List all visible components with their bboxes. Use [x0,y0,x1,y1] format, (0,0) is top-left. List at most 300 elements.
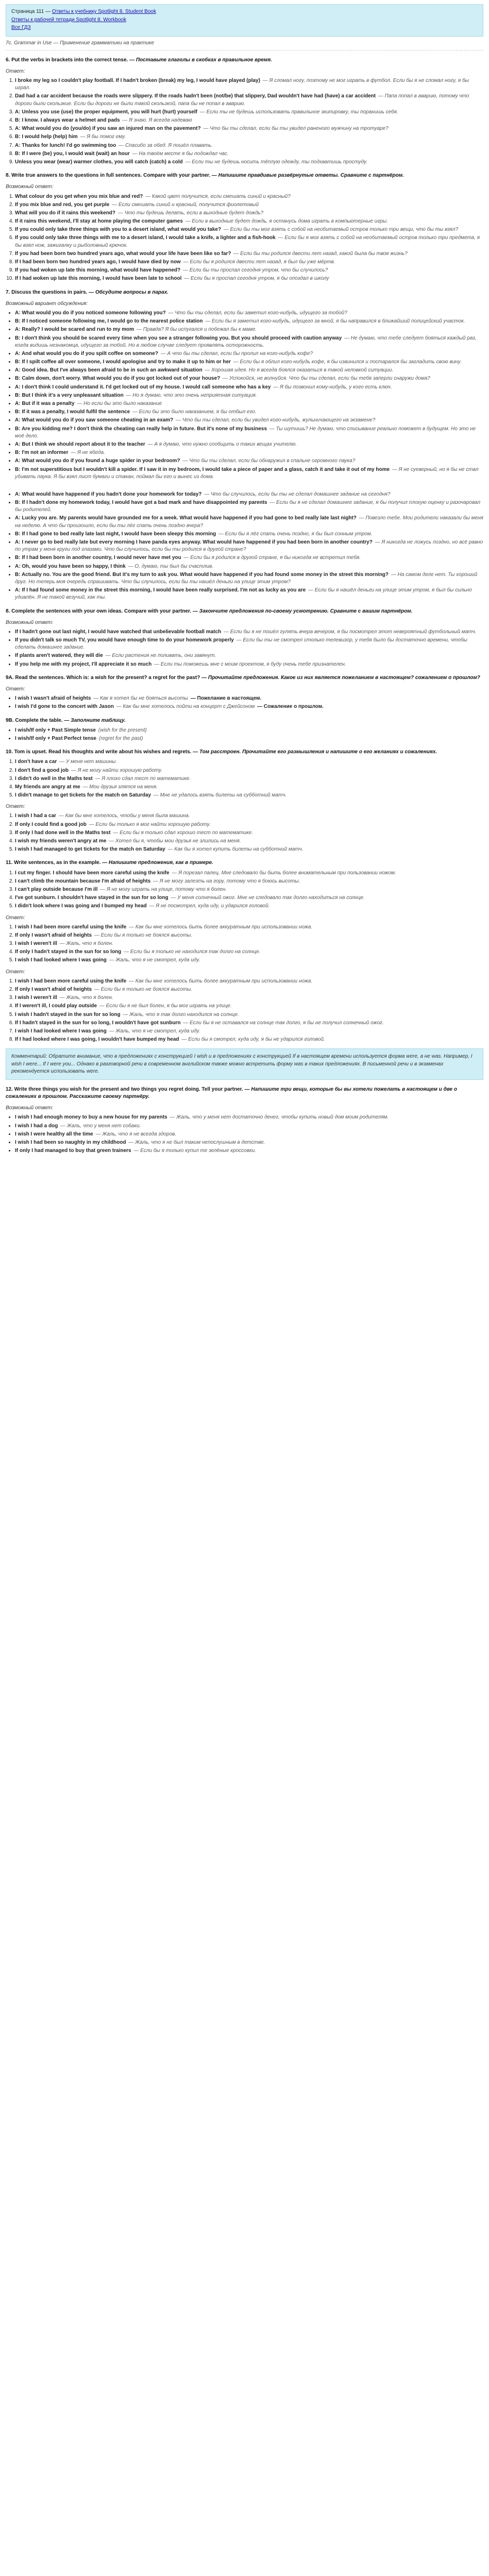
exercise-7-title-ru: — Обсудите вопросы в парах. [89,289,168,295]
item-russian-translation: — Как бы я хотел купить билеты на субботний матч. [167,846,303,853]
exercise-11-title-ru: — Напишите предложения, как в примере. [102,860,213,866]
page [0,0,489,1179]
item-english-text: A: What would you do (you/do) if you saw an injured man on the pavement? [15,126,201,132]
exercise-11-title-en: 11. Write sentences, as in the example. [6,860,101,866]
item-russian-translation: — Жаль, что я не всегда здоров. [95,1131,177,1137]
exercise-11-answers [6,924,483,964]
list-item [15,159,483,166]
list-item [15,784,483,791]
item-russian-translation: — Как бы мне хотелось, чтобы у меня была машина. [58,813,190,819]
item-english-text: A: Good idea. But I've always been afraid to be in such an awkward situation [15,367,203,374]
list-item [15,878,483,885]
item-russian-translation: — Что бы ты сделал, если бы заметил кого-нибудь, идущего за тобой? [168,310,347,316]
possible-answer-label-12: Возможный ответ: [6,1105,54,1111]
item-russian-translation: — Если ты не будешь носить тёплую одежду, ты подхватишь простуду. [185,159,368,165]
item-english-text: I don't find a good job [15,767,69,773]
item-russian-translation: — Жаль, что я болен. [59,941,113,947]
list-item [15,735,483,742]
list-item [15,994,483,1002]
list-item [15,695,483,702]
item-russian-translation: — Какой цвет получится, если смешать синий и красный? [145,193,291,199]
item-english-text: B: Calm down, don't worry. What would you do if you got locked out of your house? [15,376,221,382]
list-item [15,1123,483,1130]
item-russian-translation: — Если ты поможешь мне с моим проектом, я буду очень тебе признателен. [154,661,346,667]
list-item [15,571,483,586]
list-item [15,400,483,408]
item-english-text: A: If I had found some money in the street this morning, I would have been really surprised. I'm not as lucky as you are [15,587,306,594]
list-item [15,210,483,217]
item-english-text: What colour do you get when you mix blue and red? [15,193,143,199]
item-english-text: If only I had done well in the Maths test [15,829,111,836]
list-item [15,310,483,317]
item-russian-translation: — Ты шутишь? Не думаю, что списывание реально поможет в будущем. Но это не моё дело. [15,426,476,439]
item-english-text: If I had looked where I was going, I wouldn't have bumped my head [15,1037,179,1043]
item-english-text: I wish/If only + Past Perfect tense [15,735,97,741]
list-item [15,426,483,440]
item-russian-translation: — Жаль, что я не смотрел, куда иду. [109,1028,200,1034]
exercise-9b-title-en: 9B. Complete the table. [6,717,63,723]
list-item [15,978,483,985]
item-english-text: I wish I were healthy all the time [15,1131,93,1137]
item-english-text: A: And what would you do if you spilt coffee on someone? [15,350,158,357]
list-item [15,259,483,266]
item-english-text: B: I'm not superstitious but I wouldn't kill a spider. If I saw it in my bedroom, I would take a piece of paper and a glass, catch it and take it out of my home [15,466,390,472]
item-russian-translation: — Если растения не поливать, они завянут. [105,653,216,659]
item-english-text: If only I wasn't afraid of heights [15,932,92,938]
discussion-label: Возможный вариант обсуждения: [6,300,88,307]
item-russian-translation: — Я бы помог ему. [80,134,126,140]
exercise-10-title-ru: — Том расстроен. Прочитайте его размышления и напишите о его желаниях и сожалениях. [193,749,437,755]
answer-label: Ответ: [6,68,25,74]
item-english-text: I wish I had been so naughty in my childhood [15,1140,126,1145]
exercise-9b-title-ru: — Заполните таблицу. [64,717,126,723]
item-russian-translation: — Как я хотел бы не бояться высоты [93,696,188,702]
item-english-text: A: Oh, would you have been so happy, I think [15,563,126,569]
list-item [15,326,483,333]
list-item [15,1011,483,1019]
all-gdz-link[interactable]: Все ГДЗ [11,25,31,30]
item-english-text: I broke my leg so I couldn't play football. If I hadn't broken (break) my leg, I would have played (play) [15,78,260,84]
answer-label-11: Ответ: [6,914,25,921]
item-english-text: If only I wasn't afraid of heights [15,987,92,992]
possible-answer-label: Возможный ответ: [6,184,54,190]
item-english-text: If you could only take three things with you to a desert island, what would you take? [15,227,222,233]
item-english-text: Unless you wear (wear) warmer clothes, you will catch (catch) a cold [15,159,183,165]
item-english-text: A: Unless you use (use) the proper equipment, you will hurt (hurt) yourself [15,109,197,115]
item-russian-translation: — Что бы ты сделал, если бы увидел кого-нибудь, жульничающего на экзамене? [176,417,376,423]
list-item [15,417,483,424]
item-english-text: If I weren't ill, I could play outside [15,1003,97,1009]
item-english-text: I wish I had a car [15,813,57,819]
list-item [15,359,483,366]
item-russian-translation: — А что бы ты сделал, если бы пролил на кого-нибудь кофе? [160,350,313,357]
list-item [15,829,483,837]
item-russian-translation: — Что бы ты сделал, если бы ты увидел раненого мужчину на тротуаре? [203,126,389,132]
item-english-text: If I hadn't stayed in the sun for so long, I wouldn't have got sunburn [15,1020,181,1026]
list-item [15,1131,483,1138]
item-english-text: B: But I think it's a very unpleasant situation [15,392,124,398]
exercise-8-title-en: 8. Write true answers to the questions in full sentences. Compare with your partner. [6,173,211,179]
item-russian-translation: — Если бы ты проспал сегодня утром, что бы случилось? [182,267,328,274]
nav-row-2 [11,16,478,24]
item-russian-translation: (regret for the past) [98,735,143,741]
list-item [15,563,483,570]
list-item [15,948,483,956]
item-russian-translation: — Жаль, что я так долго находился на солнце. [123,1011,239,1018]
item-russian-translation: — Жаль, что я не был таким непослушным в детстве. [128,1140,265,1145]
item-tag: — Пожелание в настоящем. [190,696,262,702]
list-item [15,1114,483,1121]
item-english-text: I didn't do well in the Maths test [15,775,93,782]
exercise-10-list [6,758,483,799]
item-russian-translation: — Хорошая идея. Но я всегда боялся оказаться в такой неловкой ситуации. [205,367,394,374]
list-item [15,727,483,734]
item-russian-translation: — Спасибо за обед. Я пошёл плавать. [119,142,213,148]
item-english-text: If only I had managed to buy that green trainers [15,1148,131,1154]
list-item [15,318,483,325]
item-english-text: B: If I were (be) you, I would wait (wait) an hour [15,150,130,157]
item-english-text: A: What would you do if you noticed someone following you? [15,310,166,316]
item-english-text: I wish I wasn't afraid of heights [15,696,91,702]
item-russian-translation: — Как бы мне хотелось быть более аккуратным при использовании ножа. [128,924,313,930]
list-item [15,531,483,538]
list-item [15,375,483,382]
exercise-8b-title [6,608,483,615]
item-english-text: I wish I'd gone to the concert with Jason [15,704,114,710]
item-russian-translation: — Если бы я только купил те зелёные кроссовки. [133,1148,256,1154]
item-russian-translation: — Повезло тебе. Мои родители наказали бы меня на неделю. А что бы произошло, если бы ты лёг спать очень поздно вчера? [15,515,483,529]
item-english-text: I cut my finger. I should have been more careful using the knife [15,870,170,876]
item-russian-translation: — Я плохо сдал тест по математике. [95,775,191,782]
item-english-text: If it rains this weekend, I'll stay at home playing the computer games [15,218,183,225]
navigation-box [6,4,483,37]
item-english-text: If you could only take three things with me to a desert island, I would take a knife, a lighter and a fish-hook [15,235,276,241]
exercise-8-list [6,193,483,283]
item-russian-translation: — Если бы я только сдал хорошо тест по математике. [113,829,254,836]
list-item [15,392,483,399]
item-english-text: B: Are you kidding me? I don't think the cheating can really help in future. But it's none of my business [15,426,267,432]
item-english-text: If you mix blue and red, you get purple [15,201,110,208]
item-russian-translation: — Если смешать синий и красный, получится фиолетовый [112,201,259,208]
item-english-text: B: I know. I always wear a helmet and pads [15,117,120,123]
item-russian-translation: — Успокойся, не волнуйся. Что бы ты сделал, если бы тебя заперли снаружи дома? [223,376,430,382]
item-russian-translation: — Я бы позвонил кому-нибудь, у кого есть ключ. [273,384,392,390]
list-item [15,792,483,799]
exercise-10-title [6,749,483,756]
item-english-text: If I hadn't gone out last night, I would have watched that unbelievable football match [15,629,222,635]
exercise-7-title-en: 7. Discuss the questions in pairs. [6,289,88,295]
item-english-text: I wish I had looked where I was going [15,957,107,963]
item-russian-translation: — Мои друзья злятся на меня. [82,784,158,790]
item-english-text: I don't have a car [15,759,57,765]
list-item [15,267,483,274]
item-russian-translation: — Но если бы это было наказание [77,401,162,406]
item-russian-translation: — Если бы я не был болен, я бы мог играть на улице. [99,1003,232,1009]
item-english-text: B: If I hadn't done my homework today, I would have got a bad mark and have disappointed my parents [15,500,267,506]
list-item [15,499,483,514]
item-russian-translation: — Если бы я мог взять с собой на необитаемый остров только три предмета, я бы взял нож, зажигалку и рыболовный крючок. [15,235,480,248]
exercise-8-title [6,172,483,179]
item-english-text: A: Really? I would be scared and run to my mom [15,327,134,333]
nav-row-3 [11,24,478,32]
item-english-text: I wish I hadn't stayed in the sun for so long [15,1011,121,1018]
item-russian-translation: — Что бы ты сделал, если бы обнаружил в спальне огромного паука? [182,458,356,464]
item-russian-translation: — Не думаю, что тебе следует бояться каждый раз, когда видишь незнакомца, идущего за тобой. Но в любом случае следует проявлять осторожность. [15,335,477,348]
item-russian-translation: — Если бы я только не боялся высоты. [94,932,193,938]
list-item [15,335,483,349]
item-english-text: A: Thanks for lunch! I'd go swimming too [15,142,116,148]
list-item [15,637,483,651]
list-item [15,957,483,964]
list-item [15,661,483,668]
list-item [15,629,483,636]
exercise-6-title-en: 6. Put the verbs in brackets into the correct tense. [6,57,128,63]
item-russian-translation: — Если бы я не сделал домашнее задание, я бы получил плохую оценку и разочаровал бы родителей. [15,500,481,513]
list-item [15,838,483,845]
item-russian-translation: — Если бы ты мог взять с собой на необитаемый остров только три вещи, что бы ты взял? [223,227,459,233]
item-russian-translation: — Если бы я смотрел, куда иду, я бы не ударился головой. [181,1037,325,1043]
list-item [15,775,483,783]
list-item [15,894,483,902]
item-english-text: A: But I think we should report about it to the teacher [15,441,145,447]
item-english-text: I didn't manage to get tickets for the match on Saturday [15,792,151,799]
exercise-12-title [6,1086,483,1100]
item-russian-translation: — Я не могу играть на улице, потому что я болен. [100,886,227,892]
exercise-10-answers [6,812,483,853]
item-russian-translation: — Но я думаю, что это очень неприятная ситуация. [126,392,257,398]
item-english-text: A: What would you do if you found a huge spider in your bedroom? [15,458,180,464]
list-item [15,491,483,498]
list-item [15,846,483,853]
item-russian-translation: — Мне не удалось взять билеты на субботний матч. [153,792,287,799]
list-item [15,109,483,116]
item-russian-translation: — Я знаю. Я всегда надеваю [122,117,192,123]
list-item [15,226,483,233]
item-russian-translation: — На самом деле нет. Ты хороший друг. Но теперь моя очередь спрашивать. Что бы случилось, если бы ты нашёл деньги на улице этим утром? [15,571,478,585]
item-russian-translation: — Я не ябеда. [71,450,105,456]
item-english-text: B: If I had gone to bed really late last night, I would have been sleepy this morning [15,531,216,537]
exercise-11-title [6,859,483,867]
item-english-text: I can't climb the mountain because I'm afraid of heights [15,878,151,884]
item-russian-translation: — А я думаю, что нужно сообщить о таких вещах учителю. [147,441,297,447]
item-english-text: I wish I had been more careful using the knife [15,978,127,984]
answer-label-9a: Ответ: [6,686,25,692]
item-english-text: A: I never go to bed really late but every morning I have panda eyes anyway. What would have happened if you had been born in another country? [15,539,373,545]
list-item [15,986,483,993]
list-item [15,515,483,529]
exercise-6-title-ru: — Поставьте глаголы в скобках в правильное время. [129,57,272,63]
item-english-text: A: But if it was a penalty [15,401,75,406]
item-english-text: B: Actually no. You are the good friend. But it's my turn to ask you. What would have happened if you had found some money in the street this morning? [15,571,389,578]
exercise-8b-title-ru: — Закончите предложения по-своему усмотрению. Сравните с вашим партнёром. [192,608,413,614]
list-item [15,201,483,209]
exercise-6-title [6,57,483,64]
item-russian-translation: — Если бы я не оставался на солнце так долго, я бы не получил солнечный ожог. [183,1020,384,1026]
list-item [15,125,483,132]
item-english-text: A: I don't think I could understand it. I'd get locked out of my house. I would call someone who has a key [15,384,271,390]
item-russian-translation: — Если бы я лёг спать очень поздно, я бы был сонным утром. [218,531,373,537]
list-item [15,384,483,391]
item-russian-translation: — О, думаю, ты был бы счастлив. [128,563,213,569]
list-item [15,1028,483,1035]
workbook-link[interactable]: Ответы к рабочей тетради Spotlight 8. Workbook [11,16,127,23]
list-item [15,218,483,225]
list-item [15,554,483,562]
item-english-text: If I had been born two hundred years ago, I would have died by now [15,259,181,265]
exercise-12-list [6,1114,483,1155]
item-russian-translation: — Я не могу найти хорошую работу. [71,767,163,773]
item-russian-translation: — Если бы ты не смотрел столько телевизор, у тебя было бы достаточно времени, чтобы сделать домашнее задание. [15,637,467,651]
item-english-text: A: What would have happened if you hadn't done your homework for today? [15,491,202,497]
list-item [15,466,483,481]
item-english-text: If plants aren't watered, they will die [15,653,103,659]
exercise-9a-title-en: 9A. Read the sentences. Which is: a wish for the present? a regret for the past? [6,674,200,681]
item-russian-translation: — Если бы только я мог найти хорошую работу. [89,821,211,827]
item-russian-translation: — Если бы я только не боялся высоты. [94,987,193,992]
item-russian-translation: — Я порезал палец. Мне следовало бы быть более внимательным при пользовании ножом. [172,870,396,876]
list-item [15,812,483,820]
item-russian-translation: — Если бы я не пошёл гулять вчера вечером, я бы посмотрел этот невероятный футбольный матч. [223,629,477,635]
item-russian-translation: — Жаль, что я не смотрел, куда иду. [109,957,200,963]
page-label: Страница 111 — [11,9,51,14]
exercise-8b-list [6,629,483,668]
item-russian-translation: — Я никогда не ложусь поздно, но всё равно по утрам у меня круги под глазами. Что бы случилось, если бы ты родился в другой стране? [15,539,483,553]
list-item [15,250,483,258]
item-russian-translation: (wish for the present) [98,727,147,733]
list-item [15,821,483,828]
answer-label-11-full: Ответ: [6,969,25,975]
item-russian-translation: — Если бы это было наказанием, я бы отбыл его. [132,409,257,415]
item-russian-translation: — Как бы мне хотелось пойти на концерт с Джейсоном [116,704,255,710]
exercise-7-dialogue-2 [6,491,483,602]
list-item [15,1003,483,1010]
item-russian-translation: — На твоём месте я бы подождал час. [132,150,229,157]
item-russian-translation: — Правда? Я бы испугался и побежал бы к маме. [136,327,257,333]
list-item [15,150,483,158]
exercise-11-answers-full [6,978,483,1044]
list-item [15,587,483,601]
list-item [15,457,483,465]
item-english-text: I wish/If only + Past Simple tense [15,727,96,733]
item-english-text: I've got sunburn. I shouldn't have stayed in the sun for so long [15,895,168,901]
item-russian-translation: — Я не посмотрел, куда иду, и ударился головой. [149,903,270,909]
item-russian-translation: — Как бы мне хотелось быть более аккуратным при использовании ножа. [128,978,313,984]
item-russian-translation: — Если в выходные будет дождь, я останусь дома играть в компьютерные игры. [185,218,388,225]
item-russian-translation: — Что бы случилось, если бы ты не сделал домашнее задание на сегодня? [204,491,391,497]
list-item [15,703,483,710]
item-english-text: I wish I had enough money to buy a new house for my parents [15,1114,167,1121]
breadcrumb: 7c. Grammar in Use — Применение грамматики на практике [6,40,483,50]
item-english-text: What will you do if it rains this weekend? [15,210,116,216]
list-item [15,1139,483,1146]
item-english-text: A: What would you do if you saw someone cheating in an exam? [15,417,174,423]
item-russian-translation: — Если бы я облил кого-нибудь кофе, я бы извинился и постарался бы загладить свою вину. [233,359,462,365]
item-russian-translation: — Если бы я родился двести лет назад, я был бы уже мёртв. [183,259,335,265]
list-item [15,932,483,939]
list-item [15,940,483,947]
list-item [15,350,483,358]
list-item [15,409,483,416]
spacer [6,485,483,489]
item-russian-translation: — Если бы я проспал сегодня утром, я бы опоздал в школу [184,276,329,282]
list-item [15,1147,483,1155]
list-item [15,886,483,893]
item-russian-translation: — Жаль, что у меня нет собаки. [60,1123,141,1129]
item-english-text: My friends are angry at me [15,784,80,790]
item-english-text: B: If it was a penalty, I would fulfil the sentence [15,409,130,415]
item-english-text: I wish I had managed to get tickets for the match on Saturday [15,846,165,853]
item-english-text: I can't play outside because I'm ill [15,886,98,892]
item-russian-translation: — У меня нет машины. [59,759,117,765]
item-russian-translation: — У меня солнечный ожог. Мне не следовало так долго находиться на солнце. [171,895,365,901]
list-item [15,924,483,931]
item-english-text: Dad had a car accident because the roads were slippery. If the roads hadn't been (not/be) that slippery, Dad wouldn't have had (have) a car accident [15,93,376,99]
item-english-text: B: I don't think you should be scared every time when you see a stranger following you. But you should proceed with caution anyway [15,335,342,341]
item-english-text: If only I could find a good job [15,821,87,827]
exercise-8b-title-en: 8. Complete the sentences with your own ideas. Compare with your partner. [6,608,192,614]
item-russian-translation: — Я сломал ногу, поэтому не мог играть в футбол. Если бы я не сломал ногу, я бы играл. [15,78,469,91]
item-english-text: B: If I had been born in another country, I would never have met you [15,555,181,561]
list-item [15,133,483,141]
exercise-9a-title-ru: — Прочитайте предложения. Какое из них является пожеланием в настоящем? сожалением о прошлом? [201,674,480,681]
exercise-9b-title [6,717,483,724]
list-item [15,275,483,282]
exercise-9a-list [6,695,483,710]
list-item [15,1036,483,1043]
list-item [15,142,483,149]
item-russian-translation: — Я не суеверный, но я бы не стал убивать паука. Я бы взял лист бумаги и стакан, поймал бы его и вынес из дома. [15,466,479,480]
item-english-text: I wish I weren't ill [15,995,57,1001]
item-english-text: If I had woken up late this morning, I would have been late to school [15,276,182,282]
item-english-text: If you help me with my project, I'll appreciate it so much [15,661,152,667]
list-item [15,449,483,456]
item-russian-translation: — Если ты не будешь использовать правильное экипировку, ты поранишь себя. [199,109,398,115]
list-item [15,367,483,374]
list-item [15,758,483,766]
item-english-text: B: If I noticed someone following me, I would go to the nearest police station [15,318,203,325]
exercise-7-title [6,289,483,296]
possible-answer-label-2: Возможный ответ: [6,619,54,625]
item-russian-translation: — Я не могу залезть на гору, потому что я боюсь высоты. [153,878,300,884]
list-item [15,1020,483,1027]
item-russian-translation: — Если бы я нашёл деньги на улице этим утром, я был бы сильно удивлён. Я не такой везучий, как ты. [15,587,472,601]
list-item [15,903,483,910]
item-english-text: I didn't look where I was going and I bumped my head [15,903,147,909]
item-english-text: If you had been born two hundred years ago, what would your life have been like so far? [15,250,231,257]
item-tag: — Сожаление о прошлом. [257,704,324,710]
exercise-12-title-en: 12. Write three things you wish for the present and two things you regret doing. Tell your partner. [6,1086,243,1092]
item-english-text: I wish I had been more careful using the knife [15,924,127,930]
exercise-7-dialogue [6,310,483,481]
student-book-link[interactable]: Ответы к учебнику Spotlight 8. Student Book [52,9,156,14]
list-item [15,767,483,774]
item-russian-translation: — Папа попал в аварию, потому что дороги были скользкие. Если бы дороги не были такой скользкой, папа бы не попал в аварию. [15,93,469,107]
list-item [15,77,483,92]
item-english-text: B: If I spilt coffee all over someone, I would apologise and try to make it up to him or her [15,359,231,365]
answer-label-10: Ответ: [6,804,25,810]
item-english-text: I wish I weren't ill [15,941,57,947]
exercise-12-title-ru: — Напишите три вещи, которые бы вы хотели пожелать в настоящем и две о сожалениях в прошлом. Расскажите своему партнёру. [6,1086,457,1100]
list-item [15,870,483,877]
list-item [15,234,483,249]
list-item [15,117,483,124]
item-russian-translation: — Если бы я родился в другой стране, я бы никогда не встретил тебя. [183,555,361,561]
item-russian-translation: — Что ты будешь делать, если в выходные будет дождь? [117,210,264,216]
exercise-10-title-en: 10. Tom is upset. Read his thoughts and write about his wishes and regrets. [6,749,192,755]
list-item [15,652,483,659]
item-english-text: If you had woken up late this morning, what would have happened? [15,267,181,274]
item-english-text: A: Lucky you are. My parents would have grounded me for a week. What would have happened if you had gone to bed really late last night? [15,515,357,521]
